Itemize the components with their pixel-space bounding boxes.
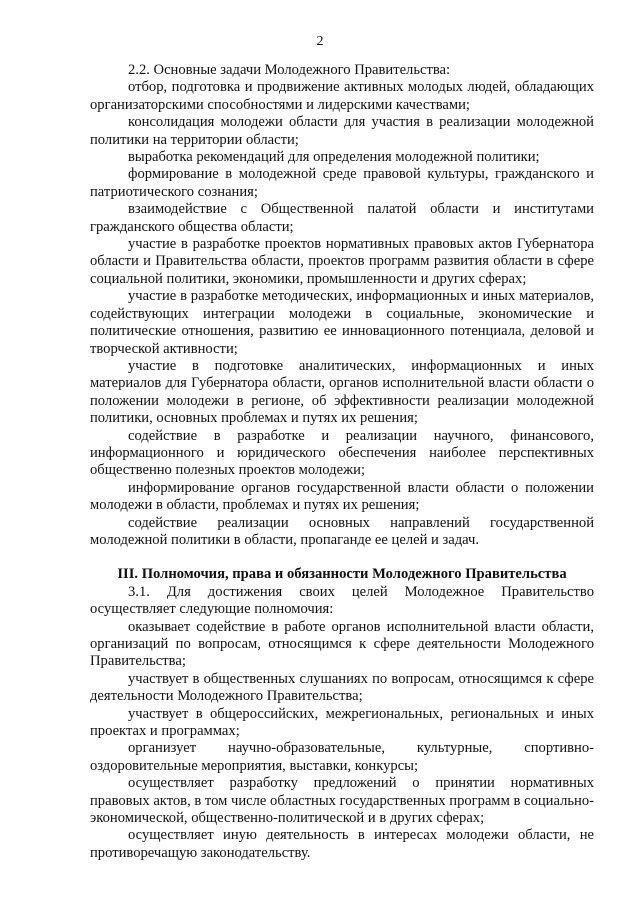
section-3 (90, 584, 594, 863)
power-item-2: участвует в общественных слушаниях по вопросам, относящимся к сфере деятельности Молодежного Правительства; (90, 670, 594, 705)
task-item-6: участие в разработке проектов нормативных правовых актов Губернатора области и Правительства области, проектов программ развития области в сфере социальной политики, экономики, промышленности и других сферах; (90, 236, 594, 287)
task-item-10: информирование органов государственной власти области о положении молодежи в области, проблемах и путях их решения; (90, 479, 594, 514)
page-number: 2 (316, 34, 324, 49)
task-item-5: взаимодействие с Общественной палатой области и институтами гражданского общества области; (90, 201, 594, 235)
power-item-5: осуществляет разработку предложений о принятии нормативных правовых актов, в том числе областных государственных программ в социально-экономической, общественно-политической и в других сферах; (90, 775, 594, 827)
document-body (90, 62, 594, 862)
power-item-4: организует научно-образовательные, культурные, спортивно-оздоровительные мероприятия, выставки, конкурсы; (90, 740, 594, 774)
task-item-9: содействие в разработке и реализации научного, финансового, информационного и юридического обеспечения наиболее перспективных общественно полезных проектов молодежи; (90, 427, 594, 479)
task-item-1: отбор, подготовка и продвижение активных молодых людей, обладающих организаторскими способностями и лидерскими качествами; (90, 79, 594, 113)
section-2-2 (90, 62, 594, 549)
section-2-2-title: 2.2. Основные задачи Молодежного Правительства: (128, 62, 451, 78)
task-item-8: участие в подготовке аналитических, информационных и иных материалов для Губернатора области, органов исполнительной власти области о положении молодежи в регионе, об эффективности реализации молодежной политики, основных проблемах и путях их решения; (90, 357, 594, 427)
task-item-4: формирование в молодежной среде правовой культуры, гражданского и патриотического сознания; (90, 166, 594, 200)
task-item-2: консолидация молодежи области для участия в реализации молодежной политики на территории области; (90, 114, 594, 148)
section-3-heading: III. Полномочия, права и обязанности Молодежного Правительства (117, 566, 567, 583)
task-item-11: содействие реализации основных направлений государственной молодежной политики в области, пропаганде ее целей и задач. (90, 514, 594, 548)
power-item-3: участвует в общероссийских, межрегиональных, региональных и иных проектах и программах; (90, 705, 594, 740)
section-3-intro: 3.1. Для достижения своих целей Молодежное Правительство осуществляет следующие полномочия: (90, 583, 594, 618)
task-item-7: участие в разработке методических, информационных и иных материалов, содействующих интеграции молодежи в социальные, экономические и политические отношения, развитию ее инновационного потенциала, деловой и творческой активности; (90, 288, 594, 357)
power-item-1: оказывает содействие в работе органов исполнительной власти области, организаций по вопросам, относящимся к сфере деятельности Молодежного Правительства; (90, 618, 594, 670)
task-item-3: выработка рекомендаций для определения молодежной политики; (128, 149, 540, 166)
power-item-6: осуществляет иную деятельность в интересах молодежи области, не противоречащую законодательству. (90, 827, 594, 861)
